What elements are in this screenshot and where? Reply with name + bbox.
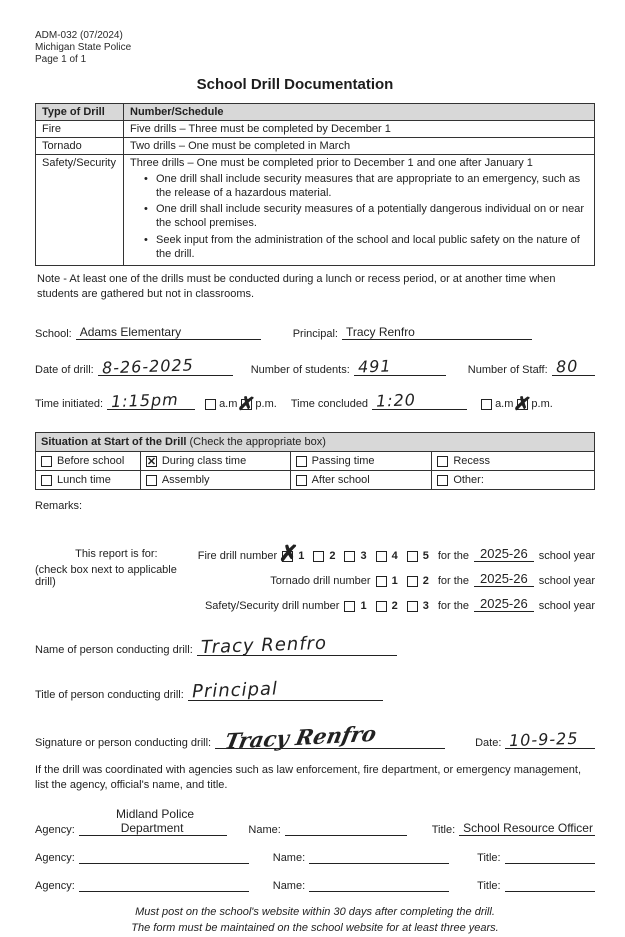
time-initiated-am-checkbox <box>205 399 216 410</box>
option-label: Lunch time <box>57 474 111 487</box>
option-label: Assembly <box>161 474 210 487</box>
school-year-label: school year <box>538 600 595 613</box>
title-label: Title: <box>431 823 456 836</box>
safety-drill-number-label: Safety/Security drill number <box>204 600 340 613</box>
other-checkbox <box>437 475 448 486</box>
signature-label: Signature or person conducting drill: <box>35 737 212 750</box>
issuing-agency: Michigan State Police <box>35 42 132 54</box>
option-label: During class time <box>161 455 247 468</box>
table-row-fire <box>36 120 595 137</box>
fire-drill-number-label: Fire drill number <box>197 550 278 563</box>
table-header-row <box>36 103 595 120</box>
name-label: Name: <box>248 823 281 836</box>
after-school-checkbox <box>296 475 307 486</box>
date-of-drill-label: Date of drill: <box>35 364 94 377</box>
safety-drill-3-checkbox <box>407 601 418 612</box>
drill-schedule: Two drills – One must be completed in March <box>124 137 595 154</box>
name-value <box>309 877 315 892</box>
fire-drill-3-checkbox <box>344 551 355 562</box>
title-label: Title: <box>477 851 501 864</box>
drill-type: Tornado <box>36 137 124 154</box>
remarks-label: Remarks: <box>35 500 83 513</box>
form-number: ADM-032 (07/2024) <box>35 30 123 41</box>
name-value <box>309 849 315 864</box>
time-concluded-pm-checkbox <box>517 399 528 410</box>
agency-value <box>79 849 85 864</box>
safety-bullet-list <box>144 172 589 262</box>
footer-line-2: The form must be maintained on the school website for at least three years. <box>131 921 499 934</box>
conductor-name-label: Name of person conducting drill: <box>35 644 193 657</box>
lunch-time-checkbox <box>41 475 52 486</box>
name-label: Name: <box>272 879 306 892</box>
name-label: Name: <box>272 851 306 864</box>
school-year-label: school year <box>538 550 595 563</box>
option-label: After school <box>311 474 370 487</box>
box-number: 2 <box>329 550 336 563</box>
agency-label: Agency: <box>35 879 75 892</box>
agency-value: Midland Police Department <box>116 806 195 835</box>
agency-row-3 <box>35 877 595 892</box>
col-header-type: Type of Drill <box>36 103 124 120</box>
title-label: Title: <box>477 879 501 892</box>
footer-instructions <box>35 905 595 937</box>
before-school-checkbox <box>41 456 52 467</box>
fire-school-year-value: 2025-26 <box>480 546 528 562</box>
assembly-checkbox <box>146 475 157 486</box>
fire-drill-2-checkbox <box>313 551 324 562</box>
signature-date-label: Date: <box>475 737 502 750</box>
form-id-block <box>35 30 595 67</box>
agency-label: Agency: <box>35 851 75 864</box>
for-the-label: for the <box>437 550 470 563</box>
time-initiated-value: 1:15pm <box>110 389 180 412</box>
option-label: Before school <box>57 455 125 468</box>
conductor-title-value: Principal <box>191 678 279 703</box>
principal-value: Tracy Renfro <box>345 325 415 340</box>
time-initiated-label: Time initiated: <box>35 398 104 411</box>
box-number: 2 <box>422 575 429 588</box>
drill-type: Fire <box>36 120 124 137</box>
box-number: 4 <box>391 550 398 563</box>
bullet-item: • Seek input from the administration of the school and local public safety on the nature of the drill. <box>144 233 589 262</box>
situation-subtitle: (Check the appropriate box) <box>186 436 326 449</box>
box-number: 3 <box>360 550 367 563</box>
page-title: School Drill Documentation <box>196 75 394 93</box>
page-indicator: Page 1 of 1 <box>35 54 87 66</box>
date-of-drill-value: 8-26-2025 <box>101 355 194 378</box>
school-value: Adams Elementary <box>79 325 182 340</box>
tornado-drill-2-checkbox <box>407 576 418 587</box>
box-number: 5 <box>422 550 429 563</box>
title-value: School Resource Officer <box>463 820 593 835</box>
school-label: School: <box>35 328 72 341</box>
title-value <box>505 849 511 864</box>
staff-value: 80 <box>555 356 579 377</box>
time-concluded-label: Time concluded <box>290 398 369 411</box>
students-value: 491 <box>357 356 392 377</box>
bullet-item: • One drill shall include security measures that are appropriate to an emergency, such as the release of a hazardous material. <box>144 172 589 201</box>
tornado-drill-number-label: Tornado drill number <box>270 575 371 588</box>
title-value <box>505 877 511 892</box>
principal-label: Principal: <box>292 328 338 341</box>
table-row-tornado <box>36 137 595 154</box>
agency-row-1 <box>35 807 595 836</box>
fire-drill-5-checkbox <box>407 551 418 562</box>
name-value <box>285 821 291 836</box>
box-number: 1 <box>391 575 398 588</box>
table-row-safety-security <box>36 154 595 266</box>
agency-value <box>79 877 85 892</box>
students-label: Number of students: <box>250 364 350 377</box>
safety-drill-2-checkbox <box>376 601 387 612</box>
note-text: Note - At least one of the drills must be conducted during a lunch or recess period, or at another time when students are gathered but not in classrooms. <box>37 273 556 301</box>
situation-title: Situation at Start of the Drill <box>41 436 187 449</box>
box-number: 1 <box>298 550 305 563</box>
tornado-drill-number-row <box>198 571 595 587</box>
fire-drill-4-checkbox <box>376 551 387 562</box>
box-number: 3 <box>422 600 429 613</box>
passing-time-checkbox <box>296 456 307 467</box>
fire-drill-1-checkbox <box>282 551 293 562</box>
agency-row-2 <box>35 849 595 864</box>
time-concluded-am-checkbox <box>481 399 492 410</box>
agency-instructions: If the drill was coordinated with agencies such as law enforcement, fire department, or emergency management, list the agency, official's name, and title. <box>35 764 581 791</box>
drill-schedule-table <box>35 103 595 267</box>
option-label: Recess <box>453 455 490 468</box>
situation-header-row <box>36 433 595 452</box>
signature-date-value: 10-9-25 <box>509 728 580 751</box>
conductor-name-value: Tracy Renfro <box>200 632 328 659</box>
safety-school-year-value: 2025-26 <box>480 596 528 612</box>
report-intro <box>35 546 198 621</box>
option-label: Other: <box>453 474 484 487</box>
drill-type: Safety/Security <box>36 154 124 266</box>
footer-line-1: Must post on the school's website within 30 days after completing the drill. <box>135 905 495 918</box>
pm-label: p.m. <box>255 398 277 411</box>
tornado-drill-1-checkbox <box>376 576 387 587</box>
safety-drill-number-row <box>198 596 595 612</box>
for-the-label: for the <box>437 600 470 613</box>
drill-schedule: Five drills – Three must be completed by December 1 <box>124 120 595 137</box>
time-initiated-pm-checkbox <box>241 399 252 410</box>
during-class-time-checkbox <box>146 456 157 467</box>
situation-header <box>36 433 595 452</box>
box-number: 2 <box>391 600 398 613</box>
bullet-item: • One drill shall include security measures of a potentially dangerous individual on or near the school premises. <box>144 202 589 231</box>
pm-label: p.m. <box>531 398 553 411</box>
box-number: 1 <box>360 600 367 613</box>
drill-schedule: Three drills – One must be completed prior to December 1 and one after January 1 <box>130 156 533 169</box>
report-intro-line1: This report is for: <box>75 548 158 561</box>
signature-value: Tracy Renfro <box>222 720 379 754</box>
option-label: Passing time <box>311 455 375 468</box>
conductor-title-label: Title of person conducting drill: <box>35 689 184 702</box>
col-header-schedule: Number/Schedule <box>124 103 595 120</box>
am-label: a.m <box>495 398 514 411</box>
safety-drill-1-checkbox <box>344 601 355 612</box>
report-intro-line2: (check box next to applicable drill) <box>35 564 177 589</box>
drill-schedule-cell <box>124 154 595 266</box>
for-the-label: for the <box>437 575 470 588</box>
recess-checkbox <box>437 456 448 467</box>
tornado-school-year-value: 2025-26 <box>480 571 528 587</box>
situation-table <box>35 432 595 490</box>
am-label: a.m <box>219 398 238 411</box>
situation-row-1 <box>36 452 595 471</box>
school-year-label: school year <box>538 575 595 588</box>
agency-label: Agency: <box>35 823 75 836</box>
time-concluded-value: 1:20 <box>375 390 417 411</box>
fire-drill-number-row <box>198 546 595 562</box>
staff-label: Number of Staff: <box>467 364 548 377</box>
situation-row-2 <box>36 471 595 490</box>
